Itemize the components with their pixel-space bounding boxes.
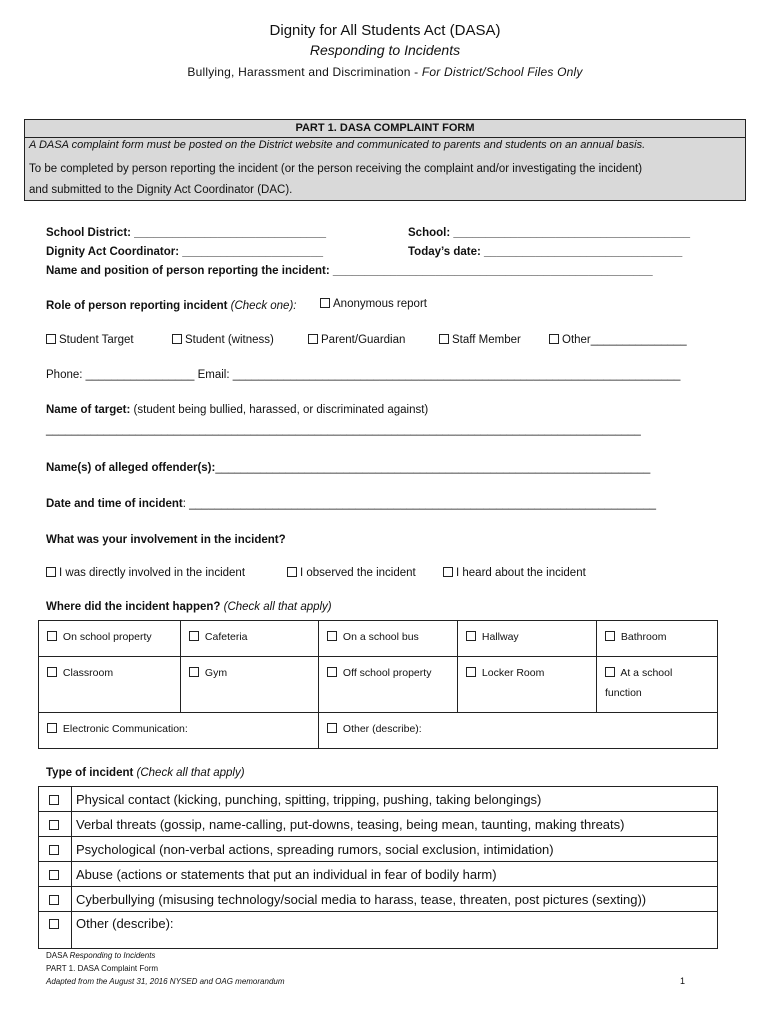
target-question [46,404,428,416]
incident-type-text: Other (describe): [72,912,718,949]
location-row [39,713,718,749]
document-tagline [0,65,770,79]
checkbox[interactable] [47,631,57,641]
incident-type-text: Verbal threats (gossip, name-calling, put-downs, teasing, being mean, taunting, making threats) [72,812,718,837]
tagline-main: Bullying, Harassment and Discrimination - [187,65,422,79]
role-option-label: Other_______________ [562,334,687,346]
todays-date-field[interactable]: Today’s date: _______________________________ [408,246,683,258]
role-anonymous[interactable] [320,298,427,310]
checkbox[interactable] [439,334,449,344]
datetime-input-line[interactable]: : _________________________________________________________________________ [182,498,657,510]
role-question [46,300,296,312]
page-number: 1 [680,976,686,986]
checkbox[interactable] [47,723,57,733]
part1-heading: PART 1. DASA COMPLAINT FORM [25,120,745,138]
footer-prefix: DASA [46,951,70,960]
dac-field[interactable]: Dignity Act Coordinator: ______________________ [46,246,323,258]
checkbox[interactable] [49,895,59,905]
incident-type-checkbox-cell[interactable] [39,862,72,887]
role-option-student-target[interactable] [46,334,134,346]
location-table [38,620,718,749]
checkbox[interactable] [466,667,476,677]
document-title: Dignity for All Students Act (DASA) [269,22,501,39]
checkbox[interactable] [46,567,56,577]
incident-type-row [39,862,718,887]
location-row [39,657,718,713]
part1-instruction-1: To be completed by person reporting the incident (or the person receiving the complaint and/or investigating the incident) [29,163,643,175]
location-hint: (Check all that apply) [220,601,332,613]
phone-email-field[interactable]: Phone: _________________ Email: ______________________________________________________________________ [46,369,681,381]
incident-type-label: Type of incident [46,767,134,779]
location-cell[interactable] [597,621,718,657]
location-cell[interactable] [319,621,458,657]
checkbox[interactable] [49,820,59,830]
location-question [46,601,332,613]
datetime-label: Date and time of incident [46,498,183,510]
offender-label: Name(s) of alleged offender(s): [46,462,216,474]
role-label: Role of person reporting incident [46,300,228,312]
role-option-other[interactable] [549,334,687,346]
involvement-option-label: I was directly involved in the incident [59,567,246,579]
reporter-field[interactable]: Name and position of person reporting the incident: __________________________________________________ [46,265,653,277]
location-label-text: Bathroom [620,631,667,643]
part1-box [24,119,746,201]
incident-type-checkbox-cell[interactable] [39,887,72,912]
location-label-text: At a school function [605,667,673,699]
role-option-label: Student Target [59,334,134,346]
role-hint: (Check one): [227,300,297,312]
checkbox[interactable] [466,631,476,641]
location-label: Where did the incident happen? [46,601,221,613]
incident-type-row [39,912,718,949]
checkbox[interactable] [327,631,337,641]
location-label-text: Off school property [342,667,432,679]
role-option-label: Parent/Guardian [321,334,406,346]
incident-type-row [39,787,718,812]
incident-type-checkbox-cell[interactable] [39,912,72,949]
checkbox[interactable] [320,298,330,308]
checkbox[interactable] [549,334,559,344]
involvement-observed[interactable] [287,567,416,579]
incident-type-hint: (Check all that apply) [133,767,245,779]
checkbox[interactable] [308,334,318,344]
target-input-line[interactable]: _____________________________________________________________________________________________ [46,424,641,436]
checkbox[interactable] [49,845,59,855]
incident-type-row [39,887,718,912]
location-label-text: On school property [62,631,152,643]
role-option-label: Staff Member [452,334,521,346]
location-cell[interactable] [39,657,181,713]
checkbox[interactable] [46,334,56,344]
location-label-text: Gym [204,667,228,679]
location-label-text: Locker Room [481,667,545,679]
location-cell[interactable] [39,713,319,749]
location-cell[interactable] [597,657,718,713]
checkbox[interactable] [47,667,57,677]
checkbox[interactable] [172,334,182,344]
footer-line-1 [46,951,155,960]
footer-line-2: PART 1. DASA Complaint Form [46,964,159,973]
location-label-text: On a school bus [342,631,419,643]
role-anonymous-label: Anonymous report [333,298,427,310]
footer-italic: Responding to Incidents [69,951,156,960]
location-label-text: Classroom [62,667,114,679]
datetime-field[interactable] [46,498,656,510]
school-field[interactable]: School: _____________________________________ [408,227,691,239]
incident-type-checkbox-cell[interactable] [39,787,72,812]
offender-input-line[interactable]: ____________________________________________________________________ [215,462,651,474]
involvement-heard[interactable] [443,567,586,579]
incident-type-row [39,837,718,862]
location-label-text: Other (describe): [342,723,422,735]
location-label-text: Hallway [481,631,519,643]
school-district-field[interactable]: School District: ______________________________ [46,227,327,239]
tagline-italic: For District/School Files Only [421,65,583,79]
checkbox[interactable] [49,919,59,929]
checkbox[interactable] [605,667,615,677]
involvement-question: What was your involvement in the incident? [46,534,286,546]
incident-type-question [46,767,245,779]
involvement-option-label: I observed the incident [300,567,416,579]
footer-line-3: Adapted from the August 31, 2016 NYSED and OAG memorandum [46,977,285,986]
checkbox[interactable] [49,870,59,880]
location-cell[interactable] [181,657,319,713]
location-cell[interactable] [181,621,319,657]
target-label: Name of target: [46,404,131,416]
incident-type-table [38,786,718,949]
role-option-staff-member[interactable] [439,334,521,346]
checkbox[interactable] [327,723,337,733]
checkbox[interactable] [49,795,59,805]
location-cell[interactable] [319,713,718,749]
location-cell[interactable] [319,657,458,713]
target-description: (student being bullied, harassed, or discriminated against) [130,404,429,416]
checkbox[interactable] [605,631,615,641]
checkbox[interactable] [443,567,453,577]
role-option-label: Student (witness) [185,334,274,346]
involvement-option-label: I heard about the incident [456,567,586,579]
document-subtitle: Responding to Incidents [309,42,461,58]
checkbox[interactable] [189,631,199,641]
location-cell[interactable] [458,657,597,713]
offender-field[interactable] [46,462,650,474]
role-option-student-witness[interactable] [172,334,274,346]
incident-type-checkbox-cell[interactable] [39,812,72,837]
incident-type-text: Physical contact (kicking, punching, spitting, tripping, pushing, taking belongings) [72,787,718,812]
part1-instruction-2: and submitted to the Dignity Act Coordinator (DAC). [29,184,293,196]
involvement-direct[interactable] [46,567,245,579]
incident-type-text: Psychological (non-verbal actions, spreading rumors, social exclusion, intimidation) [72,837,718,862]
incident-type-row [39,812,718,837]
location-cell[interactable] [39,621,181,657]
location-cell[interactable] [458,621,597,657]
checkbox[interactable] [189,667,199,677]
location-label-text: Electronic Communication: [62,723,188,735]
location-row [39,621,718,657]
checkbox[interactable] [327,667,337,677]
incident-type-checkbox-cell[interactable] [39,837,72,862]
location-label-text: Cafeteria [204,631,248,643]
role-option-parent-guardian[interactable] [308,334,405,346]
incident-type-text: Abuse (actions or statements that put an individual in fear of bodily harm) [72,862,718,887]
checkbox[interactable] [287,567,297,577]
incident-type-text: Cyberbullying (misusing technology/social media to harass, tease, threaten, post pictures (sexting)) [72,887,718,912]
part1-notice: A DASA complaint form must be posted on the District website and communicated to parents and students on an annual basis. [29,139,646,151]
